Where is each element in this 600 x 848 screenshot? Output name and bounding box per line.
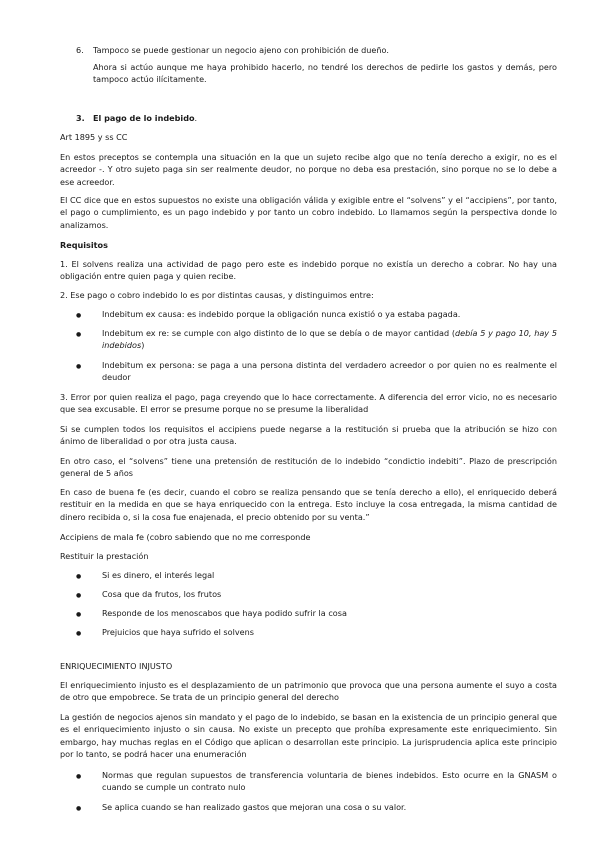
paragraph-restituir: Restituir la prestación (60, 551, 149, 561)
bullet-icon (76, 607, 81, 621)
section-3-title: El pago de lo indebido (93, 113, 195, 123)
ex-re-example: debía 5 y pago 10, hay 5 indebidos (102, 328, 557, 351)
paragraph-gestion-negocios: La gestión de negocios ajenos sin mandato y el pago de lo indebido, se basan en la existencia de un principio general que es el enriquecimiento injusto o sin causa. No existe un precepto que prohíba expresamente este enriquecimiento. Sin embargo, hay muchas reglas en el Código que aplican o desarrollan este principio. La jurisprudencia aplica este principio por lo tanto, se podrá hacer una enumeración (60, 712, 557, 760)
bullet-icon (76, 626, 81, 640)
bullet-indebitum-ex-causa: Indebitum ex causa: es indebido porque la obligación nunca existió o ya estaba pagada. (102, 309, 461, 319)
bullet-icon (76, 308, 81, 322)
bullet-menoscabos: Responde de los menoscabos que haya podido sufrir la cosa (102, 608, 347, 618)
bullet-indebitum-ex-re (102, 327, 557, 352)
requisito-2: 2. Ese pago o cobro indebido lo es por distintas causas, y distinguimos entre: (60, 290, 374, 300)
ex-re-text: Indebitum ex re: se cumple con algo distinto de lo que se debía o de mayor cantidad ( (102, 328, 456, 338)
bullet-icon (76, 569, 81, 583)
paragraph-condictio-indebiti: En otro caso, el “solvens” tiene una pretensión de restitución de lo indebido “condictio indebiti”. Plazo de prescripción general de 5 años (60, 456, 557, 479)
bullet-indebitum-ex-persona: Indebitum ex persona: se paga a una persona distinta del verdadero acreedor o por quien no es realmente el deudor (102, 360, 557, 383)
bullet-icon (76, 327, 81, 341)
bullet-transferencia-voluntaria: Normas que regulan supuestos de transferencia voluntaria de bienes indebidos. Esto ocurre en la GNASM o cuando se cumple un contrato nulo (102, 770, 557, 793)
section-3-number: 3. (76, 113, 85, 123)
requisito-3: 3. Error por quien realiza el pago, paga creyendo que lo hace correctamente. A diferencia del error vicio, no es necesario que sea excusable. El error se presume porque no se presume la liberalidad (60, 392, 557, 415)
bullet-icon (76, 801, 81, 815)
bullet-prejuicios: Prejuicios que haya sufrido el solvens (102, 627, 254, 637)
requisito-1: 1. El solvens realiza una actividad de pago pero este es indebido porque no existía un derecho a cobrar. No hay una obligación entre quien paga y quien recibe. (60, 259, 557, 282)
section-3-heading (93, 112, 557, 124)
bullet-icon (76, 359, 81, 373)
paragraph-buena-fe: En caso de buena fe (es decir, cuando el cobro se realiza pensando que se tenía derecho a ello), el enriquecido deberá restituir en la medida en que se haya enriquecido con la entrega. Esto incluye la cosa entregada, la misma cantidad de dinero recibida o, si la cosa fue enajenada, el precio obtenido por su venta.” (60, 487, 557, 522)
paragraph-restitucion: Si se cumplen todos los requisitos el accipiens puede negarse a la restitución si prueba que la atribución se hizo con ánimo de liberalidad o por otra justa causa. (60, 424, 557, 447)
item-6-text: Tampoco se puede gestionar un negocio ajeno con prohibición de dueño. (93, 45, 389, 55)
item-6-number: 6. (76, 45, 84, 55)
enriquecimiento-heading: ENRIQUECIMIENTO INJUSTO (60, 661, 173, 671)
bullet-frutos: Cosa que da frutos, los frutos (102, 589, 222, 599)
ex-re-close: ) (141, 340, 145, 351)
bullet-icon (76, 769, 81, 783)
requisitos-heading: Requisitos (60, 240, 108, 250)
paragraph-mala-fe: Accipiens de mala fe (cobro sabiendo que no me corresponde (60, 532, 311, 542)
item-6-subtext: Ahora si actúo aunque me haya prohibido hacerlo, no tendré los derechos de pedirle los gastos y demás, pero tampoco actúo ilícitamente. (93, 62, 557, 85)
bullet-interes-legal: Si es dinero, el interés legal (102, 570, 215, 580)
paragraph-indebido-definition: En estos preceptos se contempla una situación en la que un sujeto recibe algo que no tenía derecho a exigir, no es el acreedor -. Y otro sujeto paga sin ser realmente deudor, no porque no deba esa prestación, sino porque no se lo debe a ese acreedor. (60, 152, 557, 187)
paragraph-cc-rule: El CC dice que en estos supuestos no existe una obligación válida y exigible entre el “solvens” y el “accipiens”, por tanto, el pago o cumplimiento, es un pago indebido y por tanto un cobro indebido. Lo llamamos según la perspectiva donde lo analizamos. (60, 195, 557, 230)
bullet-gastos-mejoras: Se aplica cuando se han realizado gastos que mejoran una cosa o su valor. (102, 802, 407, 812)
bullet-icon (76, 588, 81, 602)
section-3-title-suffix: . (194, 113, 198, 123)
article-reference: Art 1895 y ss CC (60, 132, 128, 142)
paragraph-enriquecimiento-definition: El enriquecimiento injusto es el desplazamiento de un patrimonio que provoca que una persona aumente el suyo a costa de otro que empobrece. Se trata de un principio general del derecho (60, 680, 557, 703)
